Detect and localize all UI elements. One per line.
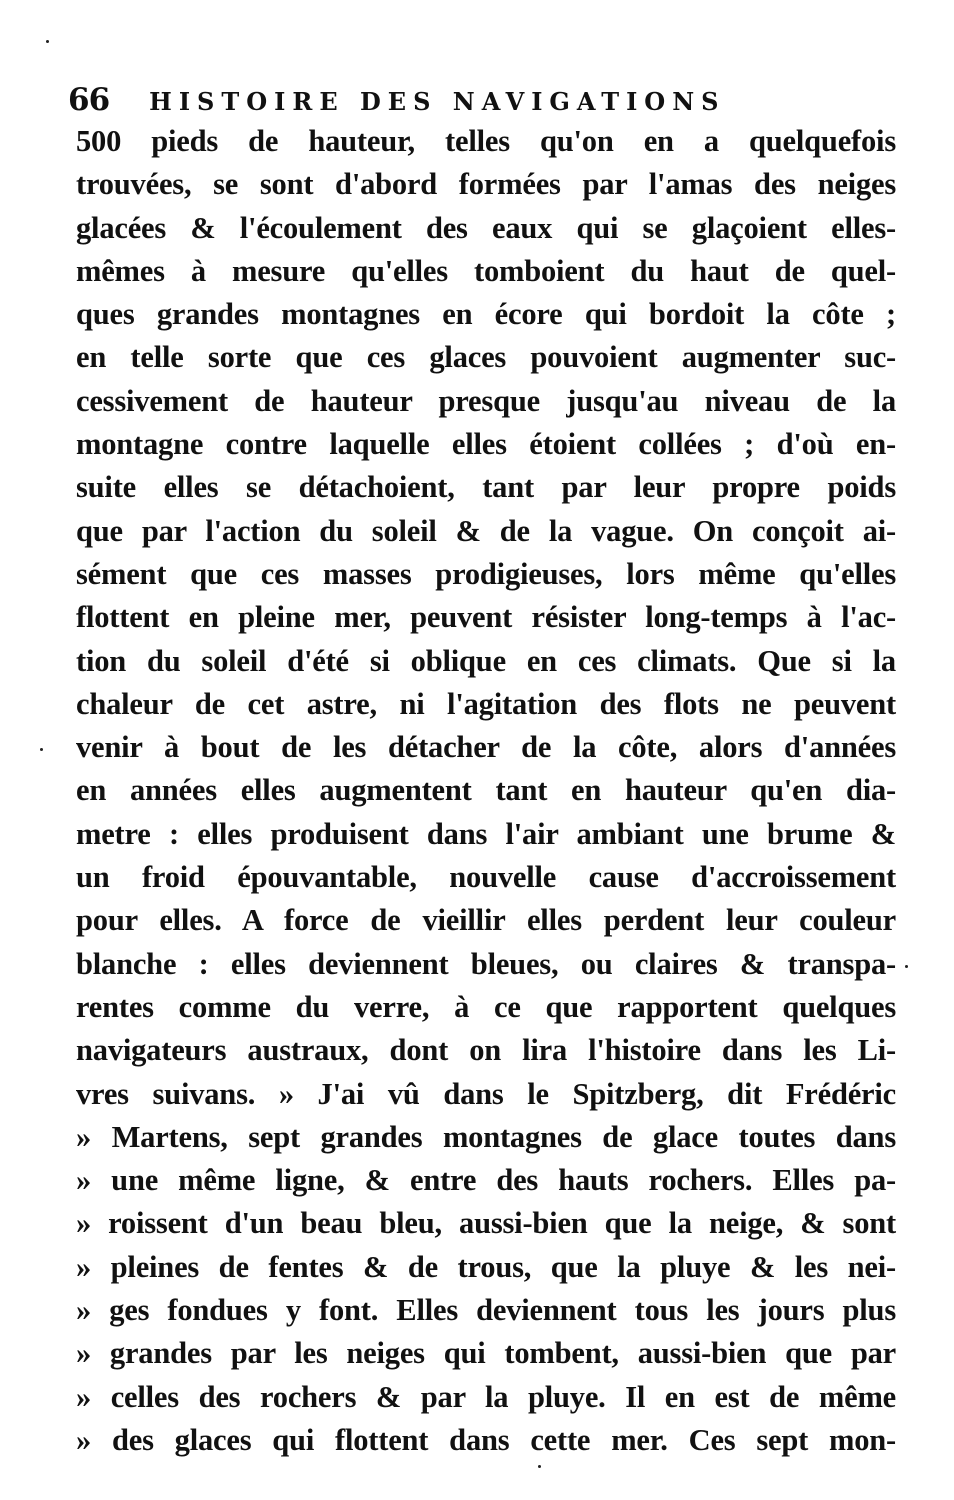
text-line: que par l'action du soleil & de la vague. On conçoit ai- (76, 513, 896, 548)
text-line: sément que ces masses prodigieuses, lors même qu'elles (76, 556, 896, 591)
text-line: » Martens, sept grandes montagnes de glace toutes dans (76, 1119, 896, 1154)
text-line: chaleur de cet astre, ni l'agitation des flots ne peuvent (76, 686, 896, 721)
text-line: vres suivans. » J'ai vû dans le Spitzberg, dit Frédéric (76, 1076, 896, 1111)
text-line: navigateurs austraux, dont on lira l'histoire dans les Li- (76, 1033, 896, 1068)
text-line: en années elles augmentent tant en hauteur qu'en dia- (76, 773, 896, 808)
page-number: 66 (68, 82, 110, 118)
text-line: tion du soleil d'été si oblique en ces climats. Que si la (76, 643, 896, 678)
page-header (68, 82, 888, 122)
text-line: blanche : elles deviennent bleues, ou claires & transpa- (76, 946, 896, 981)
running-title: HISTOIRE DES NAVIGATIONS (149, 87, 726, 116)
text-line: trouvées, se sont d'abord formées par l'amas des neiges (76, 167, 896, 202)
text-line: » une même ligne, & entre des hauts rochers. Elles pa- (76, 1163, 896, 1198)
ink-speck (40, 748, 43, 751)
text-line: » des glaces qui flottent dans cette mer. Ces sept mon- (76, 1422, 896, 1457)
text-line: pour elles. A force de vieillir elles perdent leur couleur (76, 903, 896, 938)
text-line: ques grandes montagnes en écore qui bordoit la côte ; (76, 297, 896, 332)
ink-speck (905, 965, 908, 968)
ink-speck (46, 40, 49, 43)
text-line: venir à bout de les détacher de la côte, alors d'années (76, 730, 896, 765)
text-line: » pleines de fentes & de trous, que la pluye & les nei- (76, 1249, 896, 1284)
text-line: cessivement de hauteur presque jusqu'au niveau de la (76, 383, 896, 418)
text-line: 500 pieds de hauteur, telles qu'on en a quelquefois (76, 124, 896, 158)
text-line: glacées & l'écoulement des eaux qui se glaçoient elles- (76, 210, 896, 245)
text-line: mêmes à mesure qu'elles tomboient du haut de quel- (76, 253, 896, 288)
text-line: » ges fondues y font. Elles deviennent tous les jours plus (76, 1293, 896, 1328)
text-line: rentes comme du verre, à ce que rapportent quelques (76, 989, 896, 1024)
text-line: » celles des rochers & par la pluye. Il en est de même (76, 1379, 896, 1414)
text-line: flottent en pleine mer, peuvent résister long-temps à l'ac- (76, 600, 896, 635)
text-line: » grandes par les neiges qui tombent, aussi-bien que par (76, 1336, 896, 1371)
text-line: metre : elles produisent dans l'air ambiant une brume & (76, 816, 896, 851)
text-line: » roissent d'un beau bleu, aussi-bien que la neige, & sont (76, 1206, 896, 1241)
text-line: en telle sorte que ces glaces pouvoient augmenter suc- (76, 340, 896, 375)
ink-speck (538, 1465, 541, 1468)
text-line: montagne contre laquelle elles étoient collées ; d'où en- (76, 427, 896, 462)
text-line: suite elles se détachoient, tant par leur propre poids (76, 470, 896, 505)
text-line: un froid épouvantable, nouvelle cause d'accroissement (76, 860, 896, 895)
body-text (76, 120, 896, 1462)
